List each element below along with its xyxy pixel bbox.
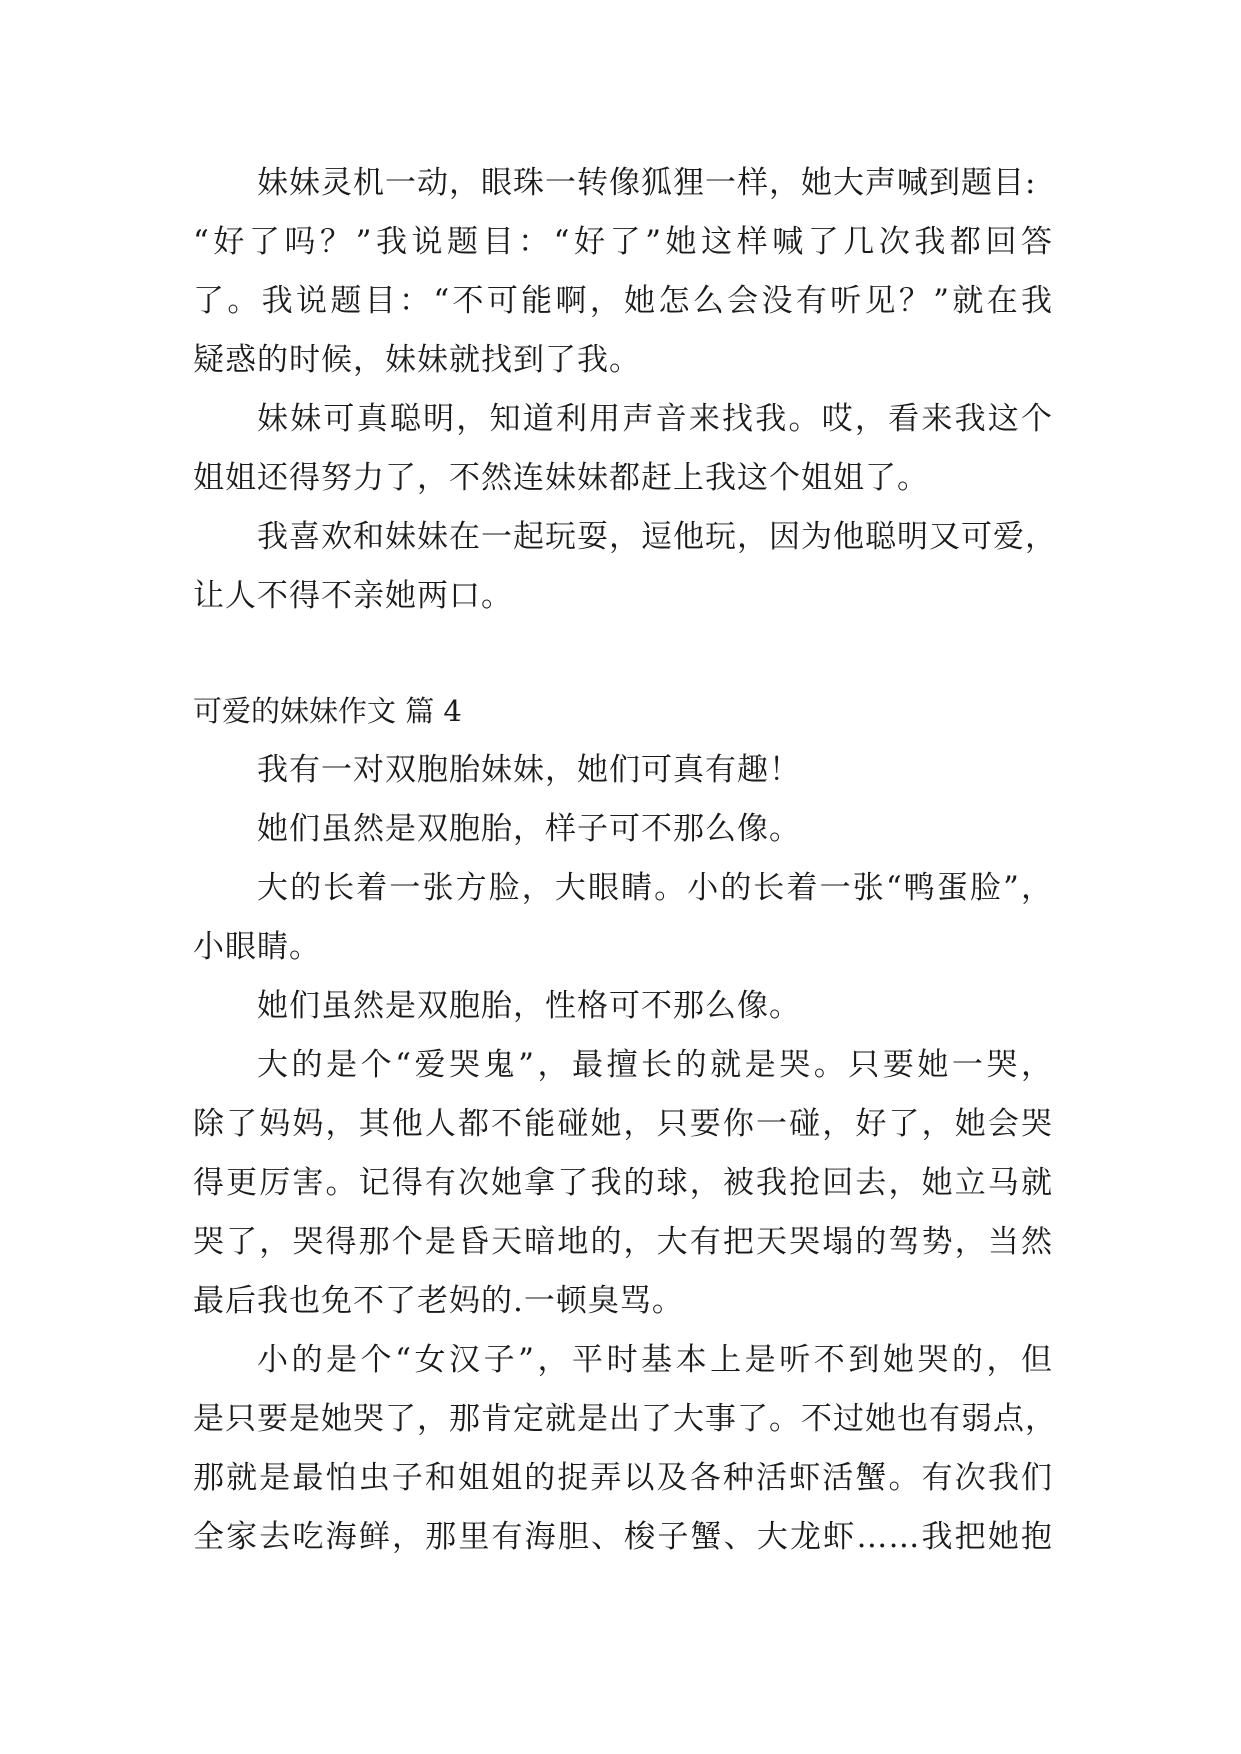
paragraph-line: 我有一对双胞胎妹妹，她们可真有趣！ — [257, 752, 801, 788]
paragraph-line: 小眼睛。 — [193, 929, 321, 965]
paragraph-line: 那就是最怕虫子和姐姐的捉弄以及各种活虾活蟹。有次我们 — [193, 1460, 1053, 1496]
paragraph-line: 大的长着一张方脸，大眼睛。小的长着一张“鸭蛋脸”， — [257, 870, 1053, 906]
paragraph-line: 妹妹可真聪明，知道利用声音来找我。哎，看来我这个 — [257, 401, 1053, 437]
paragraph-line: 妹妹灵机一动，眼珠一转像狐狸一样，她大声喊到题目: — [257, 165, 1037, 201]
paragraph-line: 我喜欢和妹妹在一起玩耍，逗他玩，因为他聪明又可爱， — [257, 519, 1057, 555]
paragraph-line: 最后我也免不了老妈的.一顿臭骂。 — [193, 1283, 684, 1319]
paragraph-line: 让人不得不亲她两口。 — [193, 578, 513, 614]
section-heading: 可爱的妹妹作文 篇 4 — [193, 694, 462, 728]
paragraph-line: 疑惑的时候，妹妹就找到了我。 — [193, 342, 641, 378]
paragraph-line: 是只要是她哭了，那肯定就是出了大事了。不过她也有弱点， — [193, 1401, 1057, 1437]
paragraph-line: 得更厉害。记得有次她拿了我的球，被我抢回去，她立马就 — [193, 1165, 1053, 1201]
paragraph-line: 姐姐还得努力了，不然连妹妹都赶上我这个姐姐了。 — [193, 460, 929, 496]
paragraph-line: 大的是个“爱哭鬼”，最擅长的就是哭。只要她一哭， — [257, 1047, 1053, 1083]
paragraph-line: “好了吗？”我说题目：“好了”她这样喊了几次我都回答 — [193, 224, 1053, 260]
paragraph-line: 她们虽然是双胞胎，性格可不那么像。 — [257, 988, 801, 1024]
paragraph-line: 了。我说题目：“不可能啊，她怎么会没有听见？”就在我 — [193, 283, 1053, 319]
paragraph-line: 全家去吃海鲜，那里有海胆、梭子蟹、大龙虾……我把她抱 — [193, 1519, 1053, 1555]
paragraph-line: 小的是个“女汉子”，平时基本上是听不到她哭的，但 — [257, 1342, 1053, 1378]
paragraph-line: 她们虽然是双胞胎，样子可不那么像。 — [257, 811, 801, 847]
paragraph-line: 除了妈妈，其他人都不能碰她，只要你一碰，好了，她会哭 — [193, 1106, 1053, 1142]
paragraph-line: 哭了，哭得那个是昏天暗地的，大有把天哭塌的驾势，当然 — [193, 1224, 1053, 1260]
